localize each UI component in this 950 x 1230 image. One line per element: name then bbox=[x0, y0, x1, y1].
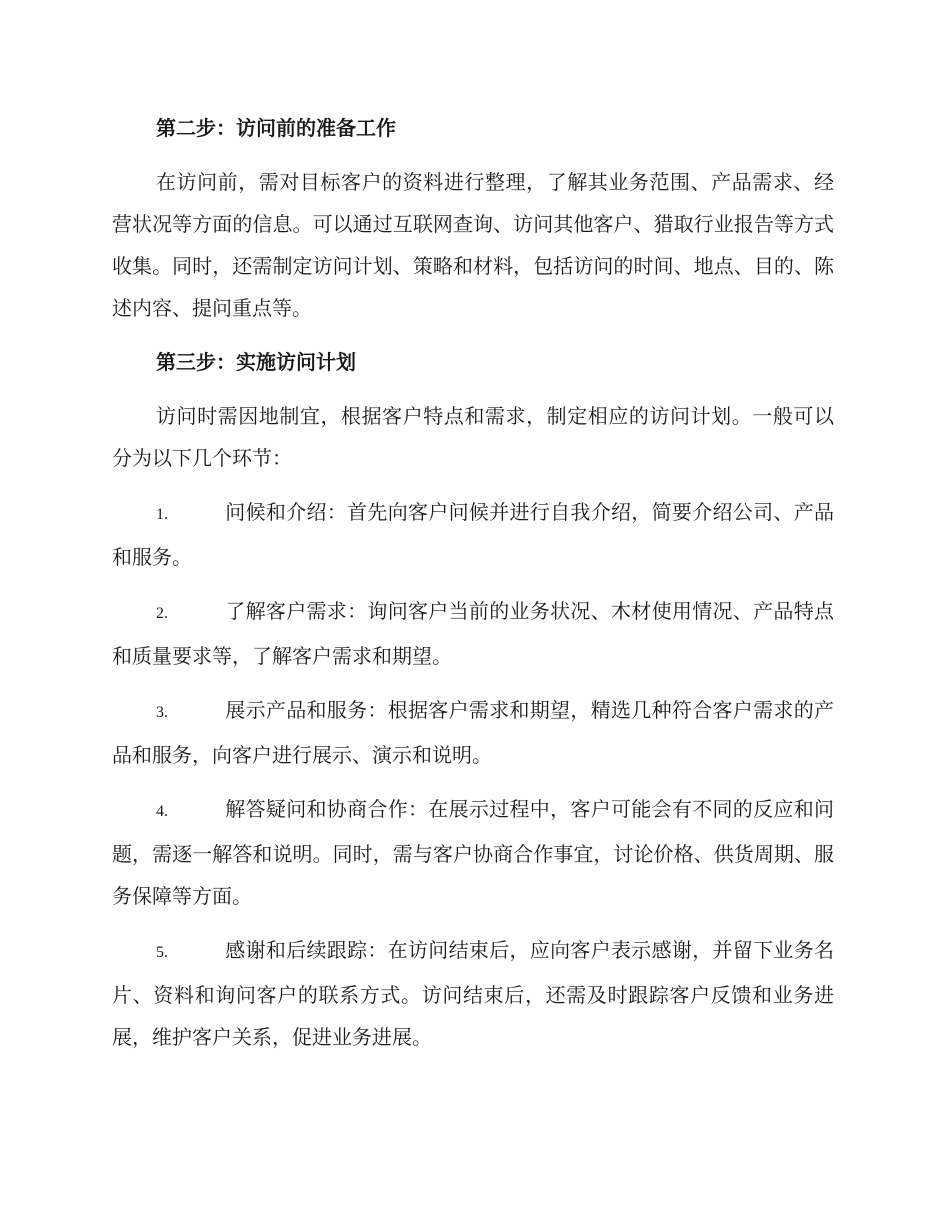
list-item-number: 1. bbox=[156, 506, 168, 523]
list-item bbox=[112, 788, 834, 917]
list-item-text: 了解客户需求：询问客户当前的业务状况、木材使用情况、产品特点和质量要求等，了解客户需求和期望。 bbox=[112, 599, 834, 668]
list-item-text: 解答疑问和协商合作：在展示过程中，客户可能会有不同的反应和问题，需逐一解答和说明。同时，需与客户协商合作事宜，讨论价格、供货周期、服务保障等方面。 bbox=[112, 797, 834, 908]
list-item-number: 2. bbox=[156, 605, 168, 622]
list-item bbox=[112, 491, 834, 578]
list-item bbox=[112, 929, 834, 1058]
list-item-number: 3. bbox=[156, 704, 168, 721]
list-item-text: 展示产品和服务：根据客户需求和期望，精选几种符合客户需求的产品和服务，向客户进行展示、演示和说明。 bbox=[112, 698, 834, 767]
list-item-number: 4. bbox=[156, 803, 168, 820]
list-item-text: 问候和介绍：首先向客户问候并进行自我介绍，简要介绍公司、产品和服务。 bbox=[112, 500, 834, 569]
list-item-text: 感谢和后续跟踪：在访问结束后，应向客户表示感谢，并留下业务名片、资料和询问客户的联系方式。访问结束后，还需及时跟踪客户反馈和业务进展，维护客户关系，促进业务进展。 bbox=[112, 938, 834, 1049]
list-item bbox=[112, 590, 834, 677]
section-heading-step2: 第二步：访问前的准备工作 bbox=[156, 116, 396, 140]
list-item-number: 5. bbox=[156, 944, 168, 961]
section-paragraph-step3: 访问时需因地制宜，根据客户特点和需求，制定相应的访问计划。一般可以分为以下几个环节： bbox=[112, 404, 834, 470]
section-paragraph-step2: 在访问前，需对目标客户的资料进行整理，了解其业务范围、产品需求、经营状况等方面的信息。可以通过互联网查询、访问其他客户、猎取行业报告等方式收集。同时，还需制定访问计划、策略和材料，包括访问的时间、地点、目的、陈述内容、提问重点等。 bbox=[112, 170, 834, 320]
document-body bbox=[112, 107, 834, 1070]
section-heading-step3: 第三步：实施访问计划 bbox=[156, 350, 356, 374]
list-item bbox=[112, 689, 834, 776]
